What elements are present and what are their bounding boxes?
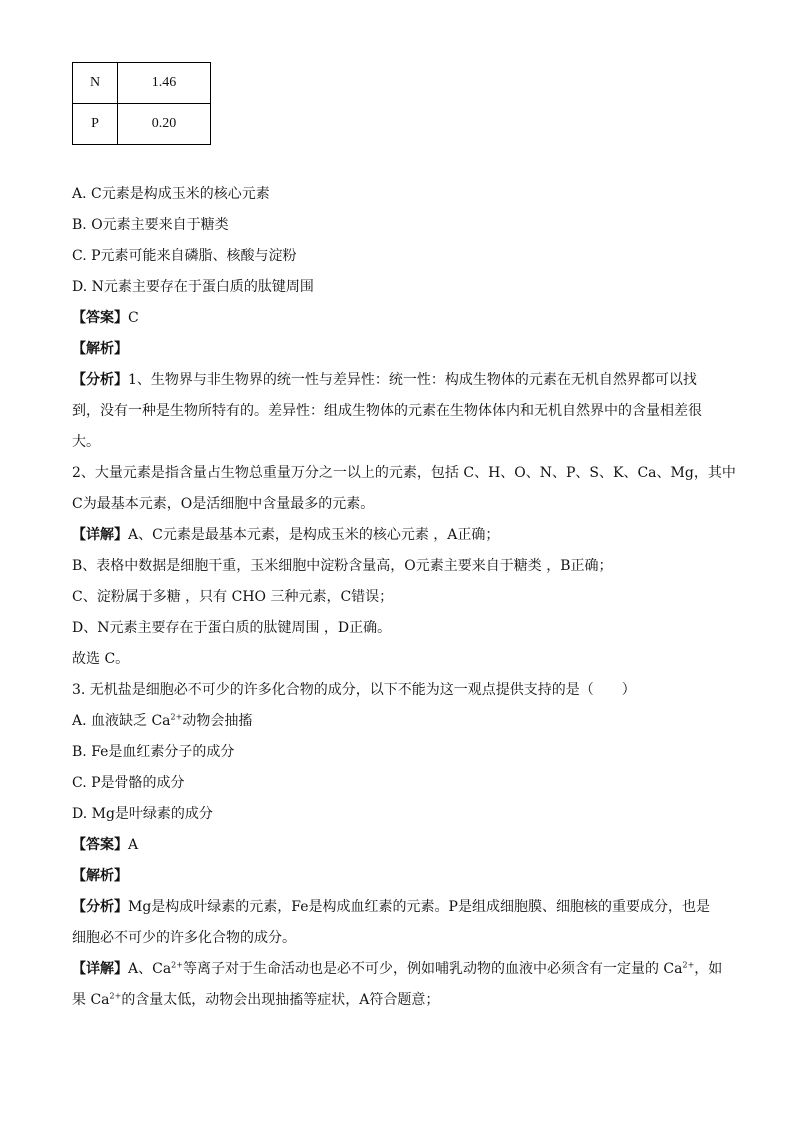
table-cell-element: P bbox=[73, 104, 118, 145]
q2-detail-line: D、N元素主要存在于蛋白质的肽键周围 ，D正确。 bbox=[72, 620, 392, 636]
q2-option-d: D. N元素主要存在于蛋白质的肽键周围 bbox=[72, 279, 314, 295]
q2-option-a: A. C元素是构成玉米的核心元素 bbox=[72, 186, 270, 202]
superscript: 2+ bbox=[682, 960, 695, 970]
table-cell-value: 1.46 bbox=[118, 63, 211, 104]
element-content-table bbox=[72, 62, 211, 145]
q2-analysis-line bbox=[72, 370, 697, 390]
q2-analysis-line: 2、大量元素是指含量占生物总重量万分之一以上的元素，包括 C、H、O、N、P、S、K、Ca、Mg，其中 bbox=[72, 465, 736, 481]
q3-answer bbox=[72, 835, 138, 855]
superscript: 2+ bbox=[171, 960, 183, 970]
q3-analysis-line: 细胞必不可少的许多化合物的成分。 bbox=[72, 930, 296, 946]
superscript: 2+ bbox=[170, 712, 183, 722]
detail-text: A、C元素是最基本元素，是构成玉米的核心元素 ，A正确； bbox=[128, 527, 500, 543]
q2-detail-line: C、淀粉属于多糖 ，只有 CHO 三种元素，C错误； bbox=[72, 589, 394, 605]
q2-option-c: C. P元素可能来自磷脂、核酸与淀粉 bbox=[72, 248, 297, 264]
table-cell-element: N bbox=[73, 63, 118, 104]
q2-detail-line bbox=[72, 525, 499, 545]
detail-text: A、Ca bbox=[128, 961, 172, 977]
q3-option-a bbox=[72, 711, 252, 731]
detail-text: 的含量太低，动物会出现抽搐等症状，A符合题意； bbox=[121, 992, 440, 1008]
q2-detail-line: B、表格中数据是细胞干重，玉米细胞中淀粉含量高，O元素主要来自于糖类 ，B正确； bbox=[72, 558, 613, 574]
answer-value: C bbox=[128, 310, 139, 326]
q2-conclusion: 故选 C。 bbox=[72, 651, 130, 667]
superscript: 2+ bbox=[109, 991, 122, 1001]
q2-answer bbox=[72, 308, 139, 328]
q3-option-d: D. Mg是叶绿素的成分 bbox=[72, 806, 213, 822]
q3-stem: 3. 无机盐是细胞必不可少的许多化合物的成分，以下不能为这一观点提供支持的是（ ） bbox=[72, 682, 636, 698]
table-row bbox=[73, 63, 211, 104]
q3-analysis-line bbox=[72, 897, 710, 917]
q2-jiexi-heading: 【解析】 bbox=[72, 341, 128, 357]
detail-text: ，如 bbox=[694, 961, 723, 977]
analysis-tag: 【分析】 bbox=[72, 372, 128, 388]
q3-detail-line bbox=[72, 959, 722, 979]
q3-option-b: B. Fe是血红素分子的成分 bbox=[72, 744, 235, 760]
detail-text: 果 Ca bbox=[72, 992, 110, 1008]
analysis-text: 1、生物界与非生物界的统一性与差异性：统一性：构成生物体的元素在无机自然界都可以找 bbox=[128, 372, 697, 388]
option-a-text-end: 动物会抽搐 bbox=[182, 713, 253, 729]
analysis-tag: 【分析】 bbox=[72, 899, 128, 915]
q2-analysis-line: 到，没有一种是生物所特有的。差异性：组成生物体的元素在生物体体内和无机自然界中的含量相差很 bbox=[72, 403, 702, 419]
detail-text: 等离子对于生命活动也是必不可少，例如哺乳动物的血液中必须含有一定量的 Ca bbox=[182, 961, 683, 977]
option-a-text: A. 血液缺乏 Ca bbox=[72, 713, 171, 729]
table-row bbox=[73, 104, 211, 145]
detail-tag: 【详解】 bbox=[72, 961, 128, 977]
analysis-text: Mg是构成叶绿素的元素，Fe是构成血红素的元素。P是组成细胞膜、细胞核的重要成分，也是 bbox=[128, 899, 710, 915]
detail-tag: 【详解】 bbox=[72, 527, 128, 543]
table-cell-value: 0.20 bbox=[118, 104, 211, 145]
q2-option-b: B. O元素主要来自于糖类 bbox=[72, 217, 229, 233]
q3-option-c: C. P是骨骼的成分 bbox=[72, 775, 185, 791]
answer-value: A bbox=[128, 837, 139, 853]
q3-jiexi-heading: 【解析】 bbox=[72, 868, 128, 884]
answer-tag: 【答案】 bbox=[72, 310, 128, 326]
answer-tag: 【答案】 bbox=[72, 837, 128, 853]
q2-analysis-line: C为最基本元素，O是活细胞中含量最多的元素。 bbox=[72, 496, 375, 512]
q2-analysis-line: 大。 bbox=[72, 434, 100, 450]
q3-detail-line bbox=[72, 990, 439, 1010]
